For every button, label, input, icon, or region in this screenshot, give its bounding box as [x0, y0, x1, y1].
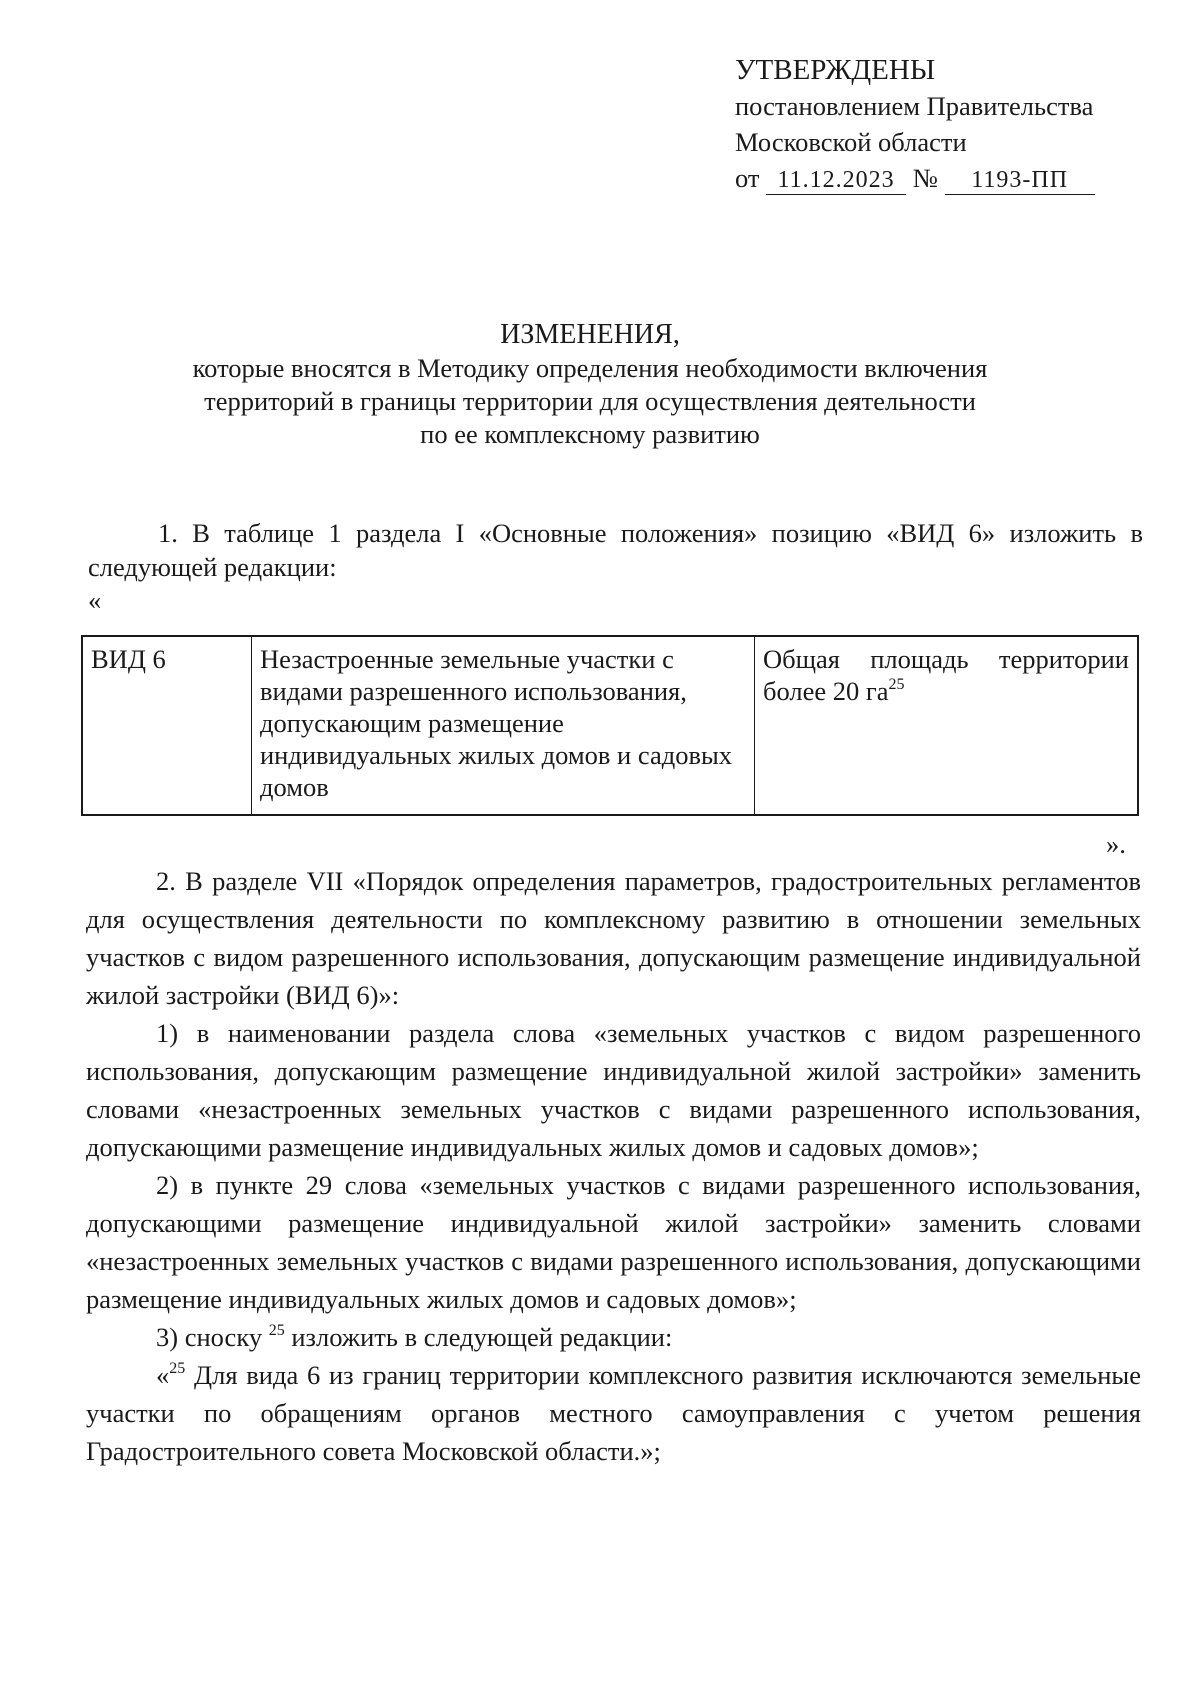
table-quote-open: « [88, 585, 102, 615]
footnote-marker: 25 [888, 676, 905, 693]
footnote-quote-open: « [156, 1360, 170, 1390]
table-cell-criteria [755, 636, 1139, 815]
table-row [82, 636, 1138, 815]
item-2-sub-3 [86, 1318, 1141, 1356]
title-main: ИЗМЕНЕНИЯ, [500, 319, 680, 350]
item-2-sub-1: 1) в наименовании раздела слова «земельных участков с видом разрешенного использования, допускающим размещение индивидуальной жилой застройки» заменить словами «незастроенных земельных участков с видами разрешенного использования, допускающими размещение индивидуальных жилых домов и садовых домов»; [86, 1018, 1141, 1162]
item-2 [86, 862, 1141, 1470]
approval-heading: УТВЕРЖДЕНЫ [735, 54, 936, 86]
footnote-marker: 25 [268, 1322, 285, 1339]
item-1-text: 1. В таблице 1 раздела I «Основные положения» позицию «ВИД 6» изложить в следующей редакции: [88, 518, 1143, 582]
footnote-text-paragraph [86, 1356, 1141, 1470]
title-line-3: по ее комплексному развитию [420, 419, 760, 449]
document-title [90, 318, 1090, 451]
table-cell-type: ВИД 6 [82, 636, 252, 815]
number-value: 1193-ПП [945, 166, 1095, 195]
approval-date-line [735, 160, 1155, 196]
table-cell-description: Незастроенные земельные участки с видами разрешенного использования, допускающим размещение индивидуальных жилых домов и садовых домов [252, 636, 755, 815]
title-line-2: территорий в границы территории для осуществления деятельности [204, 386, 976, 416]
from-label: от [735, 163, 760, 193]
approval-line-2: Московской области [735, 127, 967, 157]
number-label: № [912, 163, 939, 193]
date-value: 11.12.2023 [766, 166, 906, 195]
footnote-marker: 25 [169, 1360, 186, 1377]
criteria-text: Общая площадь территории более 20 га [763, 644, 1129, 706]
vid-6-table [81, 635, 1139, 816]
item-2-intro: 2. В разделе VII «Порядок определения параметров, градостроительных регламентов для осуществления деятельности по комплексному развитию в отношении земельных участков с видом разрешенного использования, допускающим размещение индивидуальной жилой застройки (ВИД 6)»: [86, 866, 1141, 1010]
approval-block [735, 52, 1155, 196]
sub-3-before: 3) сноску [156, 1322, 263, 1352]
item-2-sub-2: 2) в пункте 29 слова «земельных участков с видами разрешенного использования, допускающими размещение индивидуальной жилой застройки» заменить словами «незастроенных земельных участков с видами разрешенного использования, допускающими размещение индивидуальных жилых домов и садовых домов»; [86, 1170, 1141, 1314]
title-line-1: которые вносятся в Методику определения необходимости включения [192, 353, 988, 383]
approval-line-1: постановлением Правительства [735, 91, 1094, 121]
sub-3-after: изложить в следующей редакции: [291, 1322, 673, 1352]
table-quote-close: ». [1106, 829, 1126, 859]
footnote-text: Для вида 6 из границ территории комплексного развития исключаются земельные участки по обращениям органов местного самоуправления с учетом решения Градостроительного совета Московской области.»; [86, 1360, 1141, 1466]
